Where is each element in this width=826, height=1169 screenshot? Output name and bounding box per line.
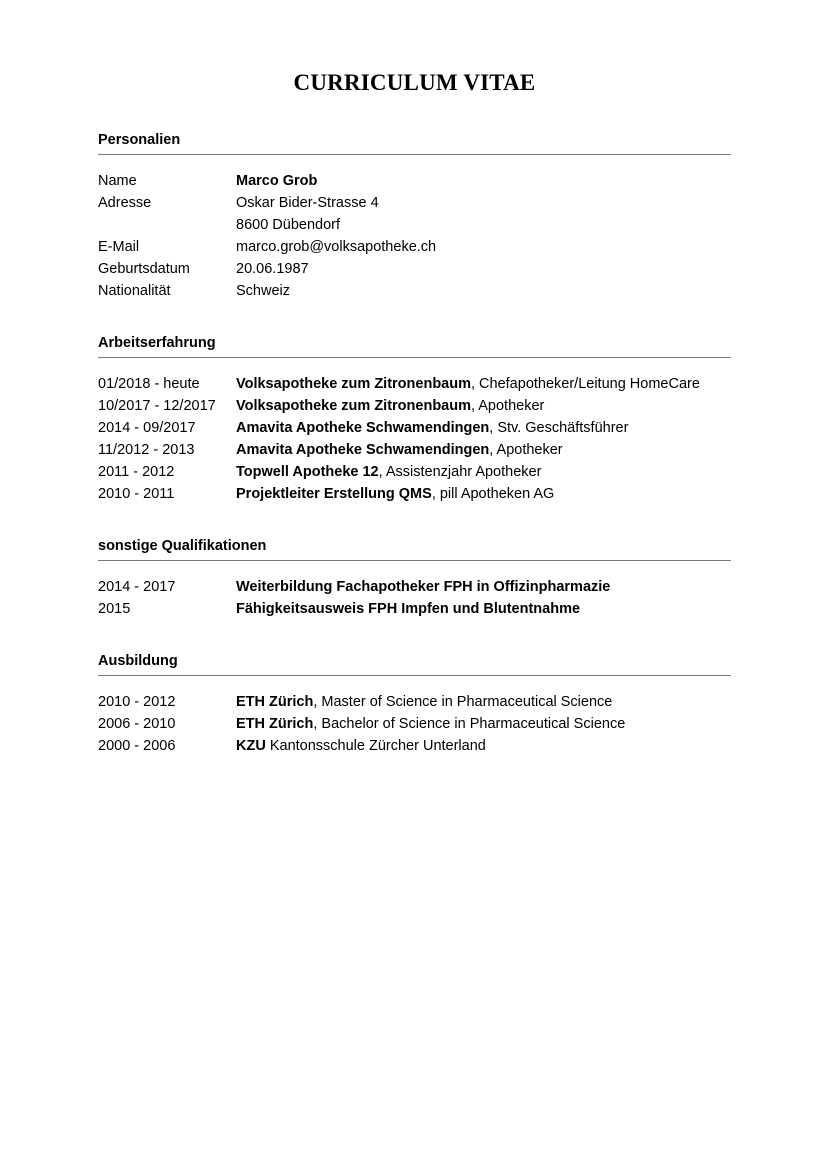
experience-entry bbox=[236, 461, 731, 483]
experience-period: 10/2017 - 12/2017 bbox=[98, 398, 216, 414]
detail-value-nationalitaet: Schweiz bbox=[236, 283, 290, 299]
experience-period: 2010 - 2011 bbox=[98, 486, 175, 502]
detail-label: Name bbox=[98, 173, 137, 189]
qualification-row bbox=[98, 598, 731, 620]
detail-row-nationalitaet bbox=[98, 280, 731, 302]
qualifications-list bbox=[98, 576, 731, 620]
experience-period: 01/2018 - heute bbox=[98, 376, 200, 392]
experience-org: Volksapotheke zum Zitronenbaum bbox=[236, 398, 471, 414]
section-divider bbox=[98, 675, 731, 676]
experience-entry bbox=[236, 373, 731, 395]
experience-detail: , Stv. Geschäftsführer bbox=[489, 420, 629, 436]
detail-value-adresse bbox=[236, 192, 731, 236]
education-institution: KZU bbox=[236, 738, 266, 754]
experience-period: 2014 - 09/2017 bbox=[98, 420, 196, 436]
experience-row bbox=[98, 373, 731, 395]
experience-detail: , Apotheker bbox=[471, 398, 545, 414]
experience-entry bbox=[236, 395, 731, 417]
education-list bbox=[98, 691, 731, 757]
qualification-period: 2014 - 2017 bbox=[98, 579, 176, 595]
experience-period: 2011 - 2012 bbox=[98, 464, 175, 480]
address-street: Oskar Bider-Strasse 4 bbox=[236, 195, 379, 211]
experience-detail: , Apotheker bbox=[489, 442, 563, 458]
detail-row-name bbox=[98, 170, 731, 192]
section-arbeitserfahrung bbox=[98, 333, 731, 505]
section-personalien bbox=[98, 130, 731, 302]
experience-org: Projektleiter Erstellung QMS bbox=[236, 486, 432, 502]
section-divider bbox=[98, 560, 731, 561]
section-qualifikationen bbox=[98, 536, 731, 620]
qualification-period: 2015 bbox=[98, 601, 131, 617]
qualification-title: Fähigkeitsausweis FPH Impfen und Blutentnahme bbox=[236, 601, 581, 617]
education-row bbox=[98, 713, 731, 735]
experience-row bbox=[98, 395, 731, 417]
education-row bbox=[98, 691, 731, 713]
experience-row bbox=[98, 461, 731, 483]
experience-detail: , pill Apotheken AG bbox=[431, 486, 555, 502]
page-title: CURRICULUM VITAE bbox=[293, 70, 536, 95]
detail-row-geburtsdatum bbox=[98, 258, 731, 280]
experience-org: Amavita Apotheke Schwamendingen bbox=[236, 420, 490, 436]
education-detail: , Bachelor of Science in Pharmaceutical Science bbox=[313, 716, 626, 732]
section-ausbildung bbox=[98, 651, 731, 757]
experience-org: Topwell Apotheke 12 bbox=[236, 464, 379, 480]
education-detail: , Master of Science in Pharmaceutical Science bbox=[313, 694, 613, 710]
education-row bbox=[98, 735, 731, 757]
experience-entry bbox=[236, 439, 731, 461]
experience-entry bbox=[236, 483, 731, 505]
detail-row-email bbox=[98, 236, 731, 258]
section-heading-qualifikationen: sonstige Qualifikationen bbox=[98, 538, 267, 554]
section-heading-ausbildung: Ausbildung bbox=[98, 653, 178, 669]
section-divider bbox=[98, 154, 731, 155]
education-period: 2010 - 2012 bbox=[98, 694, 176, 710]
education-period: 2000 - 2006 bbox=[98, 738, 176, 754]
experience-org: Volksapotheke zum Zitronenbaum bbox=[236, 376, 471, 392]
detail-label: Adresse bbox=[98, 195, 152, 211]
education-institution: ETH Zürich bbox=[236, 716, 314, 732]
experience-list bbox=[98, 373, 731, 505]
experience-period: 11/2012 - 2013 bbox=[98, 442, 195, 458]
detail-label: Geburtsdatum bbox=[98, 261, 190, 277]
experience-entry bbox=[236, 417, 731, 439]
education-entry bbox=[236, 691, 731, 713]
experience-detail: , Chefapotheker/Leitung HomeCare bbox=[471, 376, 700, 392]
experience-detail: , Assistenzjahr Apotheker bbox=[378, 464, 542, 480]
education-institution: ETH Zürich bbox=[236, 694, 314, 710]
section-divider bbox=[98, 357, 731, 358]
detail-value-name: Marco Grob bbox=[236, 173, 318, 189]
education-entry bbox=[236, 735, 731, 757]
experience-row bbox=[98, 483, 731, 505]
experience-row bbox=[98, 439, 731, 461]
education-entry bbox=[236, 713, 731, 735]
address-city: 8600 Dübendorf bbox=[236, 217, 340, 233]
experience-row bbox=[98, 417, 731, 439]
qualification-row bbox=[98, 576, 731, 598]
detail-value-geburtsdatum: 20.06.1987 bbox=[236, 261, 309, 277]
personal-details-list bbox=[98, 170, 731, 302]
detail-label: E-Mail bbox=[98, 239, 140, 255]
qualification-title: Weiterbildung Fachapotheker FPH in Offizinpharmazie bbox=[236, 579, 611, 595]
experience-org: Amavita Apotheke Schwamendingen bbox=[236, 442, 490, 458]
education-detail: Kantonsschule Zürcher Unterland bbox=[265, 738, 486, 754]
education-period: 2006 - 2010 bbox=[98, 716, 176, 732]
detail-value-email: marco.grob@volksapotheke.ch bbox=[236, 239, 437, 255]
section-heading-arbeitserfahrung: Arbeitserfahrung bbox=[98, 335, 216, 351]
detail-label: Nationalität bbox=[98, 283, 171, 299]
section-heading-personalien: Personalien bbox=[98, 132, 181, 148]
detail-row-adresse bbox=[98, 192, 731, 236]
